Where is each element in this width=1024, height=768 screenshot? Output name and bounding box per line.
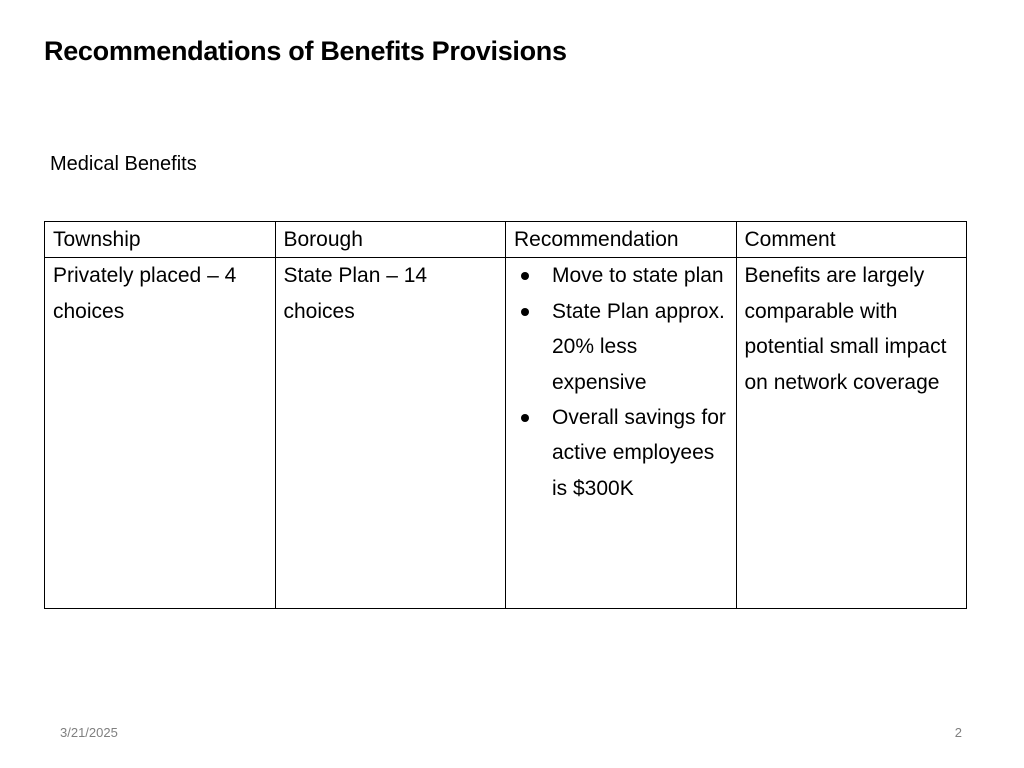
bullet-icon (521, 414, 529, 422)
recommendation-list (514, 258, 730, 506)
table-row (45, 258, 967, 609)
list-item (514, 258, 730, 293)
township-text: Privately placed – 4 choices (53, 264, 237, 323)
cell-township (45, 258, 276, 609)
borough-text: State Plan – 14 choices (283, 264, 428, 323)
page-number: 2 (954, 725, 962, 740)
header-comment: Comment (736, 222, 967, 258)
header-township: Township (45, 222, 276, 258)
header-recommendation: Recommendation (506, 222, 737, 258)
section-label: Medical Benefits (50, 153, 197, 175)
table-header-row (45, 222, 967, 258)
recommendation-text: Move to state plan (552, 264, 724, 288)
benefits-table (44, 221, 967, 609)
bullet-icon (521, 272, 529, 280)
footer-date: 3/21/2025 (60, 725, 118, 740)
cell-recommendation (506, 258, 737, 609)
comment-text: Benefits are largely comparable with potential small impact on network coverage (744, 264, 947, 394)
bullet-icon (521, 308, 529, 316)
slide-title: Recommendations of Benefits Provisions (44, 36, 567, 66)
list-item (514, 400, 730, 506)
list-item (514, 294, 730, 400)
header-borough: Borough (275, 222, 506, 258)
cell-borough (275, 258, 506, 609)
recommendation-text: State Plan approx. 20% less expensive (552, 299, 725, 394)
recommendation-text: Overall savings for active employees is $300K (552, 406, 726, 500)
cell-comment (736, 258, 967, 609)
